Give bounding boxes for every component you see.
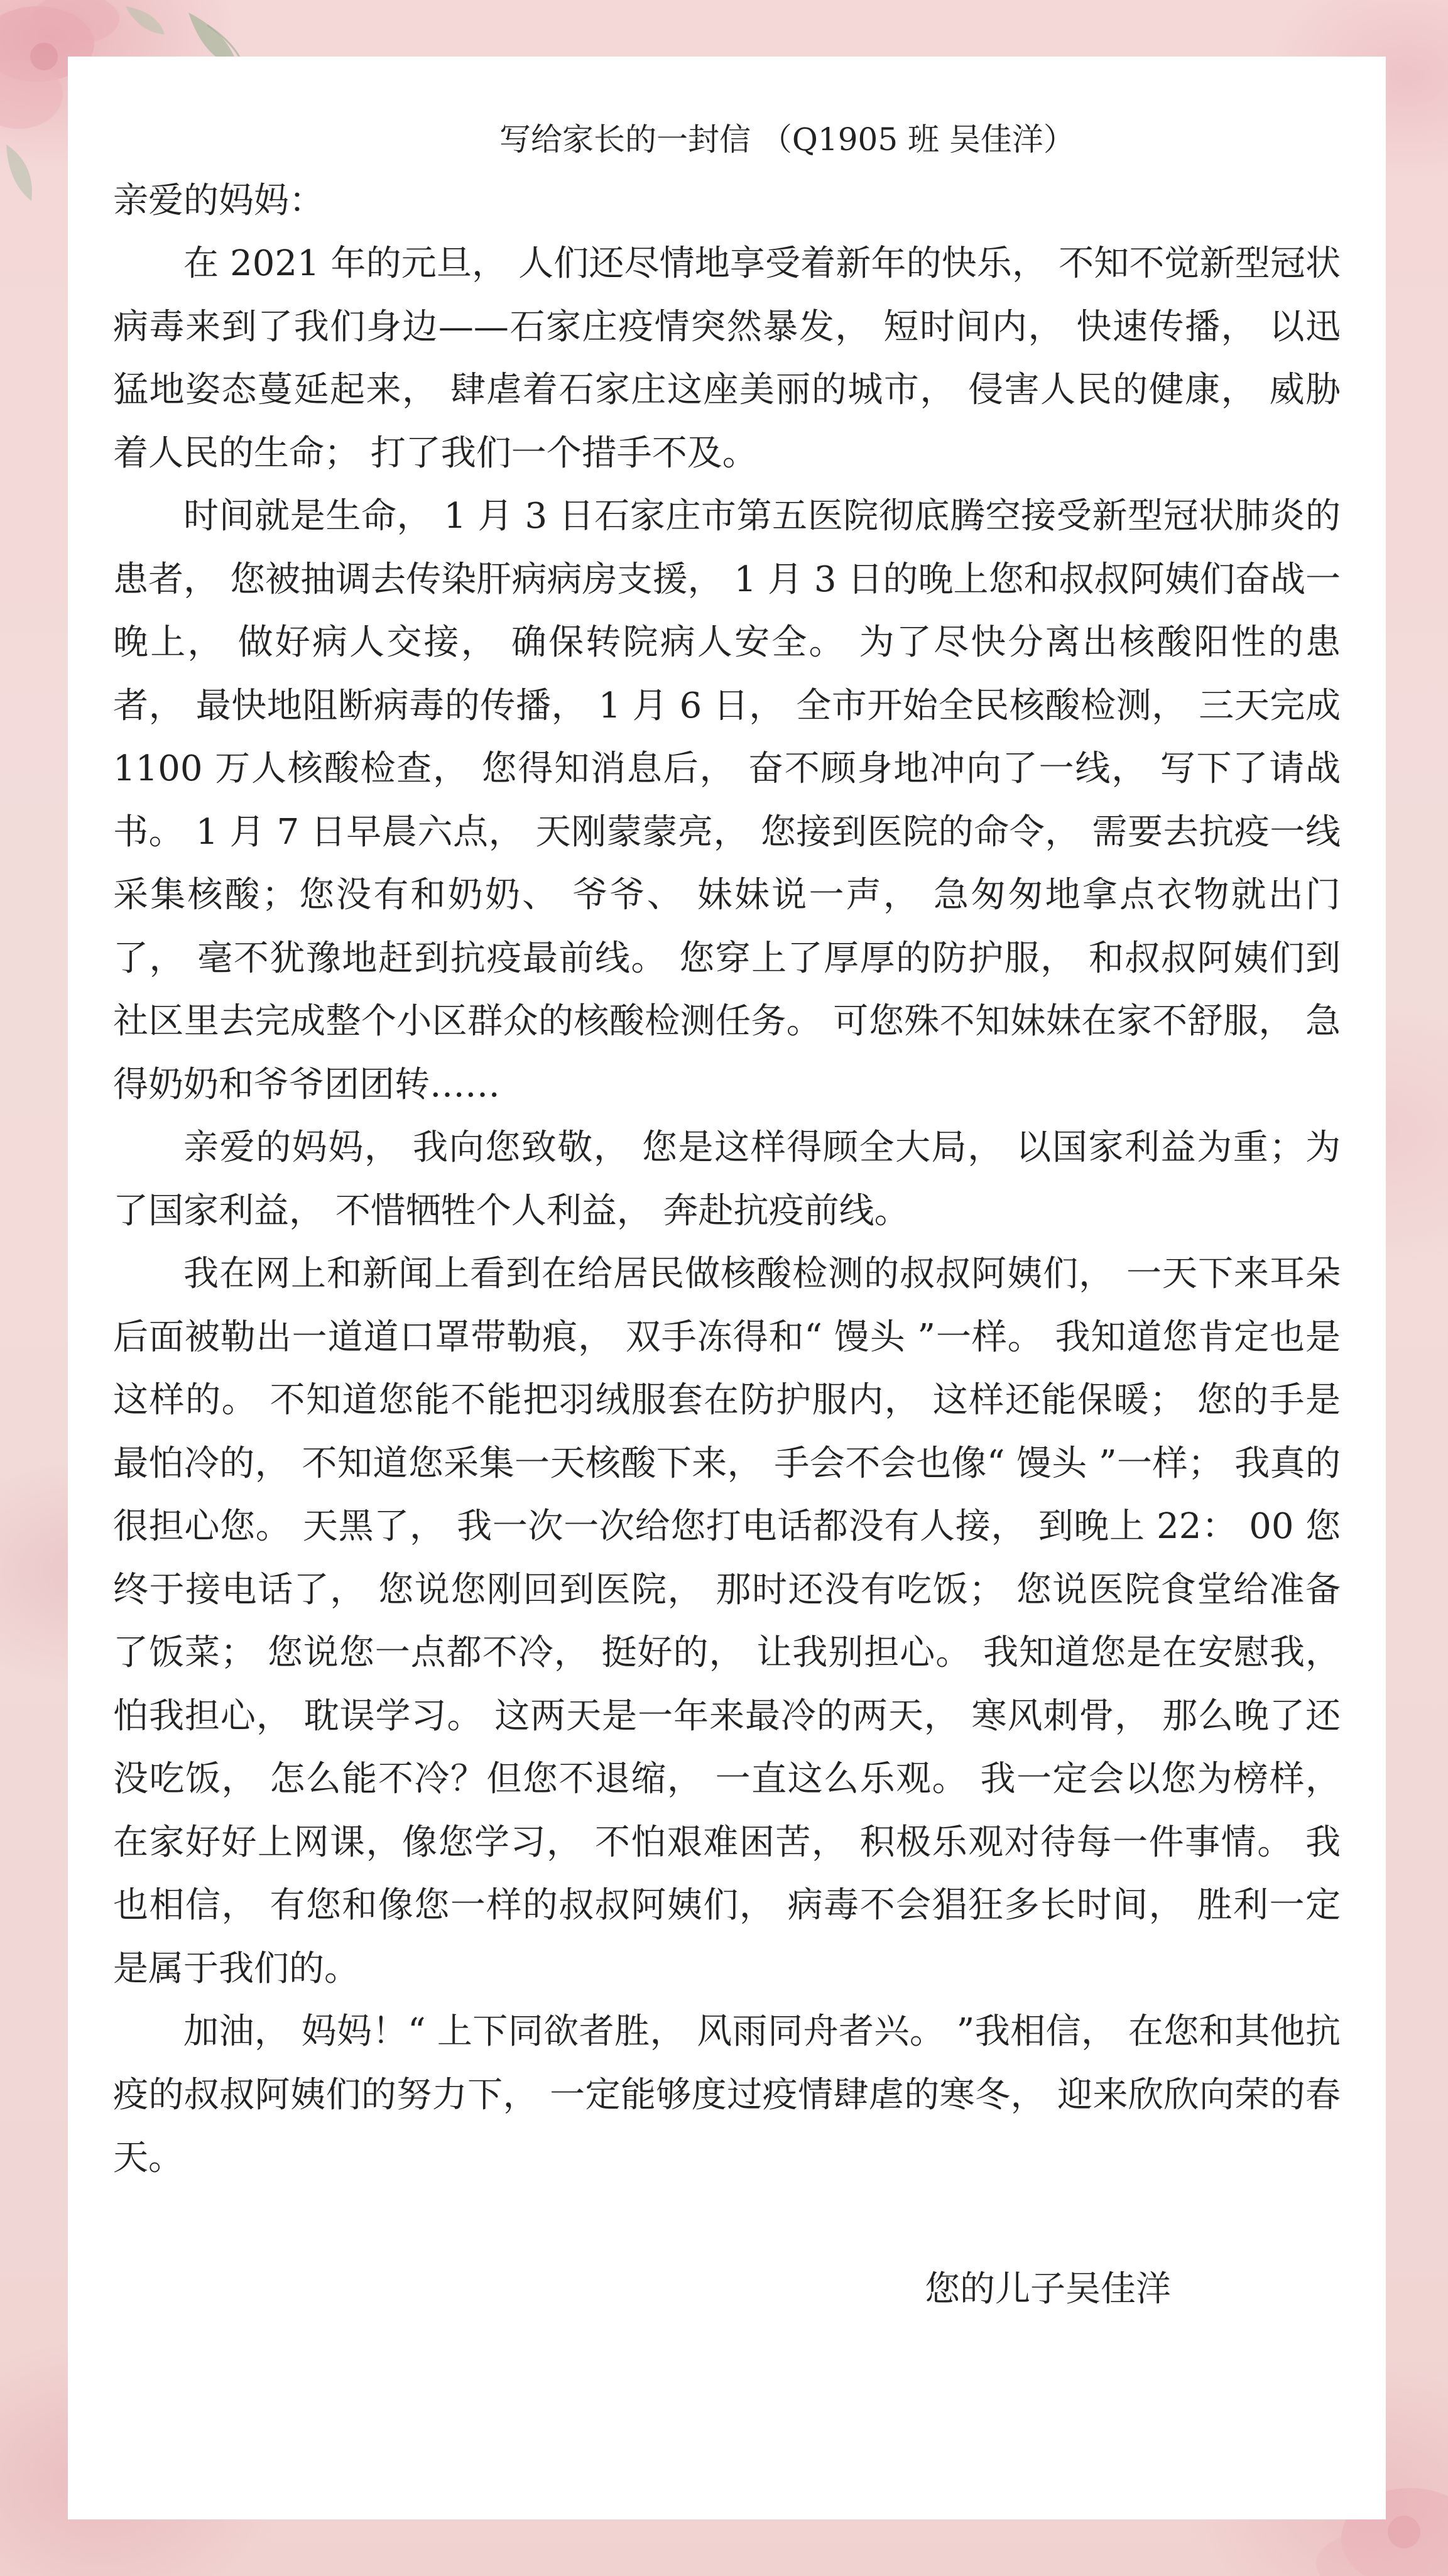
paragraph-4: 我在网上和新闻上看到在给居民做核酸检测的叔叔阿姨们， 一天下来耳朵后面被勒出一道道口罩带勒痕， 双手冻得和“ 馒头 ”一样。 我知道您肯定也是这样的。 不知道您能不能把羽绒服套在防护服内， 这样还能保暖； 您的手是最怕冷的， 不知道您采集一天核酸下来， 手会不会也像“ 馒头 ”一样； 我真的很担心您。 天黑了， 我一次一次给您打电话都没有人接， 到晚上 22： 00 您终于接电话了， 您说您刚回到医院， 那时还没有吃饭； 您说医院食堂给准备了饭菜； 您说您一点都不冷， 挺好的， 让我别担心。 我知道您是在安慰我， 怕我担心， 耽误学习。 这两天是一年来最冷的两天， 寒风刺骨， 那么晚了还没吃饭， 怎么能不冷？但您不退缩， 一直这么乐观。 我一定会以您为榜样， 在家好好上网课，像您学习， 不怕艰难困苦， 积极乐观对待每一件事情。 我也相信， 有您和像您一样的叔叔阿姨们， 病毒不会猖狂多长时间， 胜利一定是属于我们的。 xyxy=(113,1253,1341,1989)
signature: 您的儿子吴佳洋 xyxy=(925,2268,1171,2310)
letter-title: 写给家长的一封信 （Q1905 班 吴佳洋） xyxy=(499,121,1075,158)
paragraph-1: 在 2021 年的元旦， 人们还尽情地享受着新年的快乐， 不知不觉新型冠状病毒来到了我们身边——石家庄疫情突然暴发， 短时间内， 快速传播， 以迅猛地姿态蔓延起来， 肆虐着石家庄这座美丽的城市， 侵害人民的健康， 威胁着人民的生命； 打了我们一个措手不及。 xyxy=(113,243,1341,474)
salutation: 亲爱的妈妈： xyxy=(113,180,324,221)
paragraph-2: 时间就是生命， 1 月 3 日石家庄市第五医院彻底腾空接受新型冠状肺炎的患者， 您被抽调去传染肝病病房支援， 1 月 3 日的晚上您和叔叔阿姨们奋战一晚上， 做好病人交接， 确保转院病人安全。 为了尽快分离出核酸阳性的患者， 最快地阻断病毒的传播， 1 月 6 日， 全市开始全民核酸检测， 三天完成 1100 万人核酸检查， 您得知消息后， 奋不顾身地冲向了一线， 写下了请战书。 1 月 7 日早晨六点， 天刚蒙蒙亮， 您接到医院的命令， 需要去抗疫一线采集核酸；您没有和奶奶、 爷爷、 妹妹说一声， 急匆匆地拿点衣物就出门了， 毫不犹豫地赶到抗疫最前线。 您穿上了厚厚的防护服， 和叔叔阿姨们到社区里去完成整个小区群众的核酸检测任务。 可您殊不知妹妹在家不舒服， 急得奶奶和爷爷团团转…… xyxy=(113,496,1341,1105)
paragraph-3: 亲爱的妈妈， 我向您致敬， 您是这样得顾全大局， 以国家利益为重；为了国家利益， 不惜牺牲个人利益， 奔赴抗疫前线。 xyxy=(113,1127,1341,1231)
letter-paper xyxy=(68,57,1386,2519)
paragraph-5: 加油， 妈妈！“ 上下同欲者胜， 风雨同舟者兴。 ”我相信， 在您和其他抗疫的叔叔阿姨们的努力下， 一定能够度过疫情肆虐的寒冬， 迎来欣欣向荣的春天。 xyxy=(113,2011,1341,2178)
